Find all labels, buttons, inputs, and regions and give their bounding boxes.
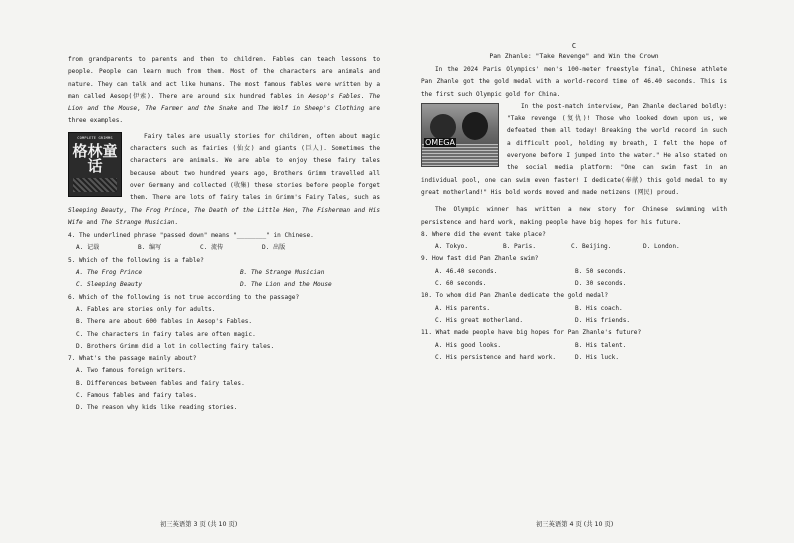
option-c: C. Beijing. xyxy=(571,243,612,251)
option-a: A. The Frog Prince xyxy=(76,269,143,277)
question-11-options-row1 xyxy=(421,340,727,352)
question-10 xyxy=(421,290,727,327)
option-a: A. Tokyo. xyxy=(435,243,469,251)
question-5-options-row2 xyxy=(68,279,380,291)
question-6-stem: 6. Which of the following is not true according to the passage? xyxy=(68,293,300,301)
right-page xyxy=(421,0,727,543)
question-8-options xyxy=(421,241,727,253)
option-a: A. His good looks. xyxy=(435,341,502,349)
option-b: B. His coach. xyxy=(575,304,623,312)
option-c: C. The characters in fairy tales are often magic. xyxy=(76,330,256,338)
section-label: C xyxy=(571,42,577,50)
question-9 xyxy=(421,253,727,290)
question-7 xyxy=(68,353,380,414)
question-6 xyxy=(68,292,380,353)
option-b: B. There are about 600 fables in Aesop's Fables. xyxy=(76,318,253,326)
option-d: D. The Lion and the Mouse xyxy=(240,281,332,289)
question-11-stem: 11. What made people have big hopes for Pan Zhanle's future? xyxy=(421,329,642,337)
swimmer-head-image xyxy=(430,114,456,140)
option-b: B. Differences between fables and fairy tales. xyxy=(76,379,245,387)
swimmer-head-image-2 xyxy=(462,112,488,140)
conclusion-paragraph: The Olympic winner has written a new story for Chinese swimming with persistence and hard work, making people have big hopes for his future. xyxy=(421,206,727,226)
option-c: C. 60 seconds. xyxy=(435,280,487,288)
option-b: B. The Strange Musician xyxy=(240,269,325,277)
option-a: A. 46.40 seconds. xyxy=(435,267,498,275)
option-a: A. 记载 xyxy=(76,244,100,252)
question-8-stem: 8. Where did the event take place? xyxy=(421,230,546,238)
option-b: B. His talent. xyxy=(575,341,627,349)
interview-paragraph: In the post-match interview, Pan Zhanle declared boldly: "Take revenge (复仇)! Those who looked down upon us, we defeated them all today! Breaking the world record in such a difficult pool, holding my breath, I felt the hope of everyone before I jumped into the water." He also stated on the social media platform: "One can swim fast in an individual pool, one can swim even faster! I dedicate(奉献) this gold medal to my great motherland!" His bold words moved and made netizens (网民) proud. xyxy=(421,102,727,196)
option-b: B. Paris. xyxy=(503,243,537,251)
option-a: A. His parents. xyxy=(435,304,491,312)
swimmer-photo xyxy=(421,103,499,167)
option-d: D. The reason why kids like reading stories. xyxy=(76,404,238,412)
option-d: D. 30 seconds. xyxy=(575,280,627,288)
option-c: C. 流传 xyxy=(200,244,224,252)
option-d: D. His luck. xyxy=(575,353,620,361)
page-footer-3: 初三英语第 3 页 (共 10 页) xyxy=(160,521,238,528)
question-5 xyxy=(68,255,380,292)
question-9-stem: 9. How fast did Pan Zhanle swim? xyxy=(421,255,539,263)
option-a: A. Fables are stories only for adults. xyxy=(76,305,216,313)
book-cover-art xyxy=(73,178,117,192)
question-5-stem: 5. Which of the following is a fable? xyxy=(68,256,204,264)
fables-paragraph: from grandparents to parents and then to children. Fables can teach lessons to people. People can learn much from them. Most of the characters are animals and nature. They can talk and act like humans. The most famous fables were written by a man called Aesop(伊索). There are around six hundred fables in Aesop's Fables. The Lion and the Mouse, The Farmer and the Snake and The Wolf in Sheep's Clothing are three examples. xyxy=(68,56,380,125)
question-11-options-row2 xyxy=(421,352,727,364)
question-10-options-row2 xyxy=(421,315,727,327)
question-7-stem: 7. What's the passage mainly about? xyxy=(68,355,197,363)
book-cover-title: 格林童话 xyxy=(72,141,118,175)
question-4 xyxy=(68,230,380,255)
option-a: A. Two famous foreign writers. xyxy=(76,367,187,375)
option-d: D. 出版 xyxy=(262,244,286,252)
option-c: C. His great motherland. xyxy=(435,316,524,324)
question-10-stem: 10. To whom did Pan Zhanle dedicate the gold medal? xyxy=(421,292,609,300)
option-d: D. London. xyxy=(643,243,680,251)
option-b: B. 编写 xyxy=(138,244,162,252)
question-4-stem: 4. The underlined phrase "passed down" means "________" in Chinese. xyxy=(68,232,314,240)
left-page xyxy=(68,0,380,543)
option-c: C. Sleeping Beauty xyxy=(76,281,143,289)
omega-logo: OMEGA xyxy=(425,137,455,147)
page-footer-4: 初三英语第 4 页 (共 10 页) xyxy=(536,521,614,528)
question-5-options-row1 xyxy=(68,267,380,279)
question-8 xyxy=(421,229,727,254)
option-c: C. Famous fables and fairy tales. xyxy=(76,392,198,400)
question-9-options-row1 xyxy=(421,266,727,278)
question-10-options-row1 xyxy=(421,303,727,315)
question-11 xyxy=(421,327,727,364)
article-title: Pan Zhanle: "Take Revenge" and Win the Crown xyxy=(489,52,659,60)
option-d: D. Brothers Grimm did a lot in collecting fairy tales. xyxy=(76,342,275,350)
option-c: C. His persistence and hard work. xyxy=(435,353,557,361)
grimm-book-cover-image xyxy=(68,132,122,197)
pool-water-image xyxy=(422,144,498,166)
fairy-tales-paragraph: Fairy tales are usually stories for children, often about magic characters such as fairies (仙女) and giants (巨人). Sometimes the characters are animals. We are able to enjoy these fairy tales because about two hundred years ago, Brothers Grimm travelled all over Germany and collected (收集) these stories before people forget them. There are lots of fairy tales in Grimm's Fairy Tales, such as Sleeping Beauty, The Frog Prince, The Death of the Little Hen, The Fisherman and His Wife and The Strange Musician. xyxy=(68,132,380,226)
question-9-options-row2 xyxy=(421,278,727,290)
article-intro-paragraph: In the 2024 Paris Olympics' men's 100-meter freestyle final, Chinese athlete Pan Zhanle got the gold medal with a world-record time of 46.40 seconds. This is the first such Olympic gold for China. xyxy=(421,66,727,98)
option-d: D. His friends. xyxy=(575,316,631,324)
book-cover-caption: COMPLETE GRIMMS xyxy=(77,135,113,140)
option-b: B. 50 seconds. xyxy=(575,267,627,275)
question-4-options xyxy=(68,242,380,254)
